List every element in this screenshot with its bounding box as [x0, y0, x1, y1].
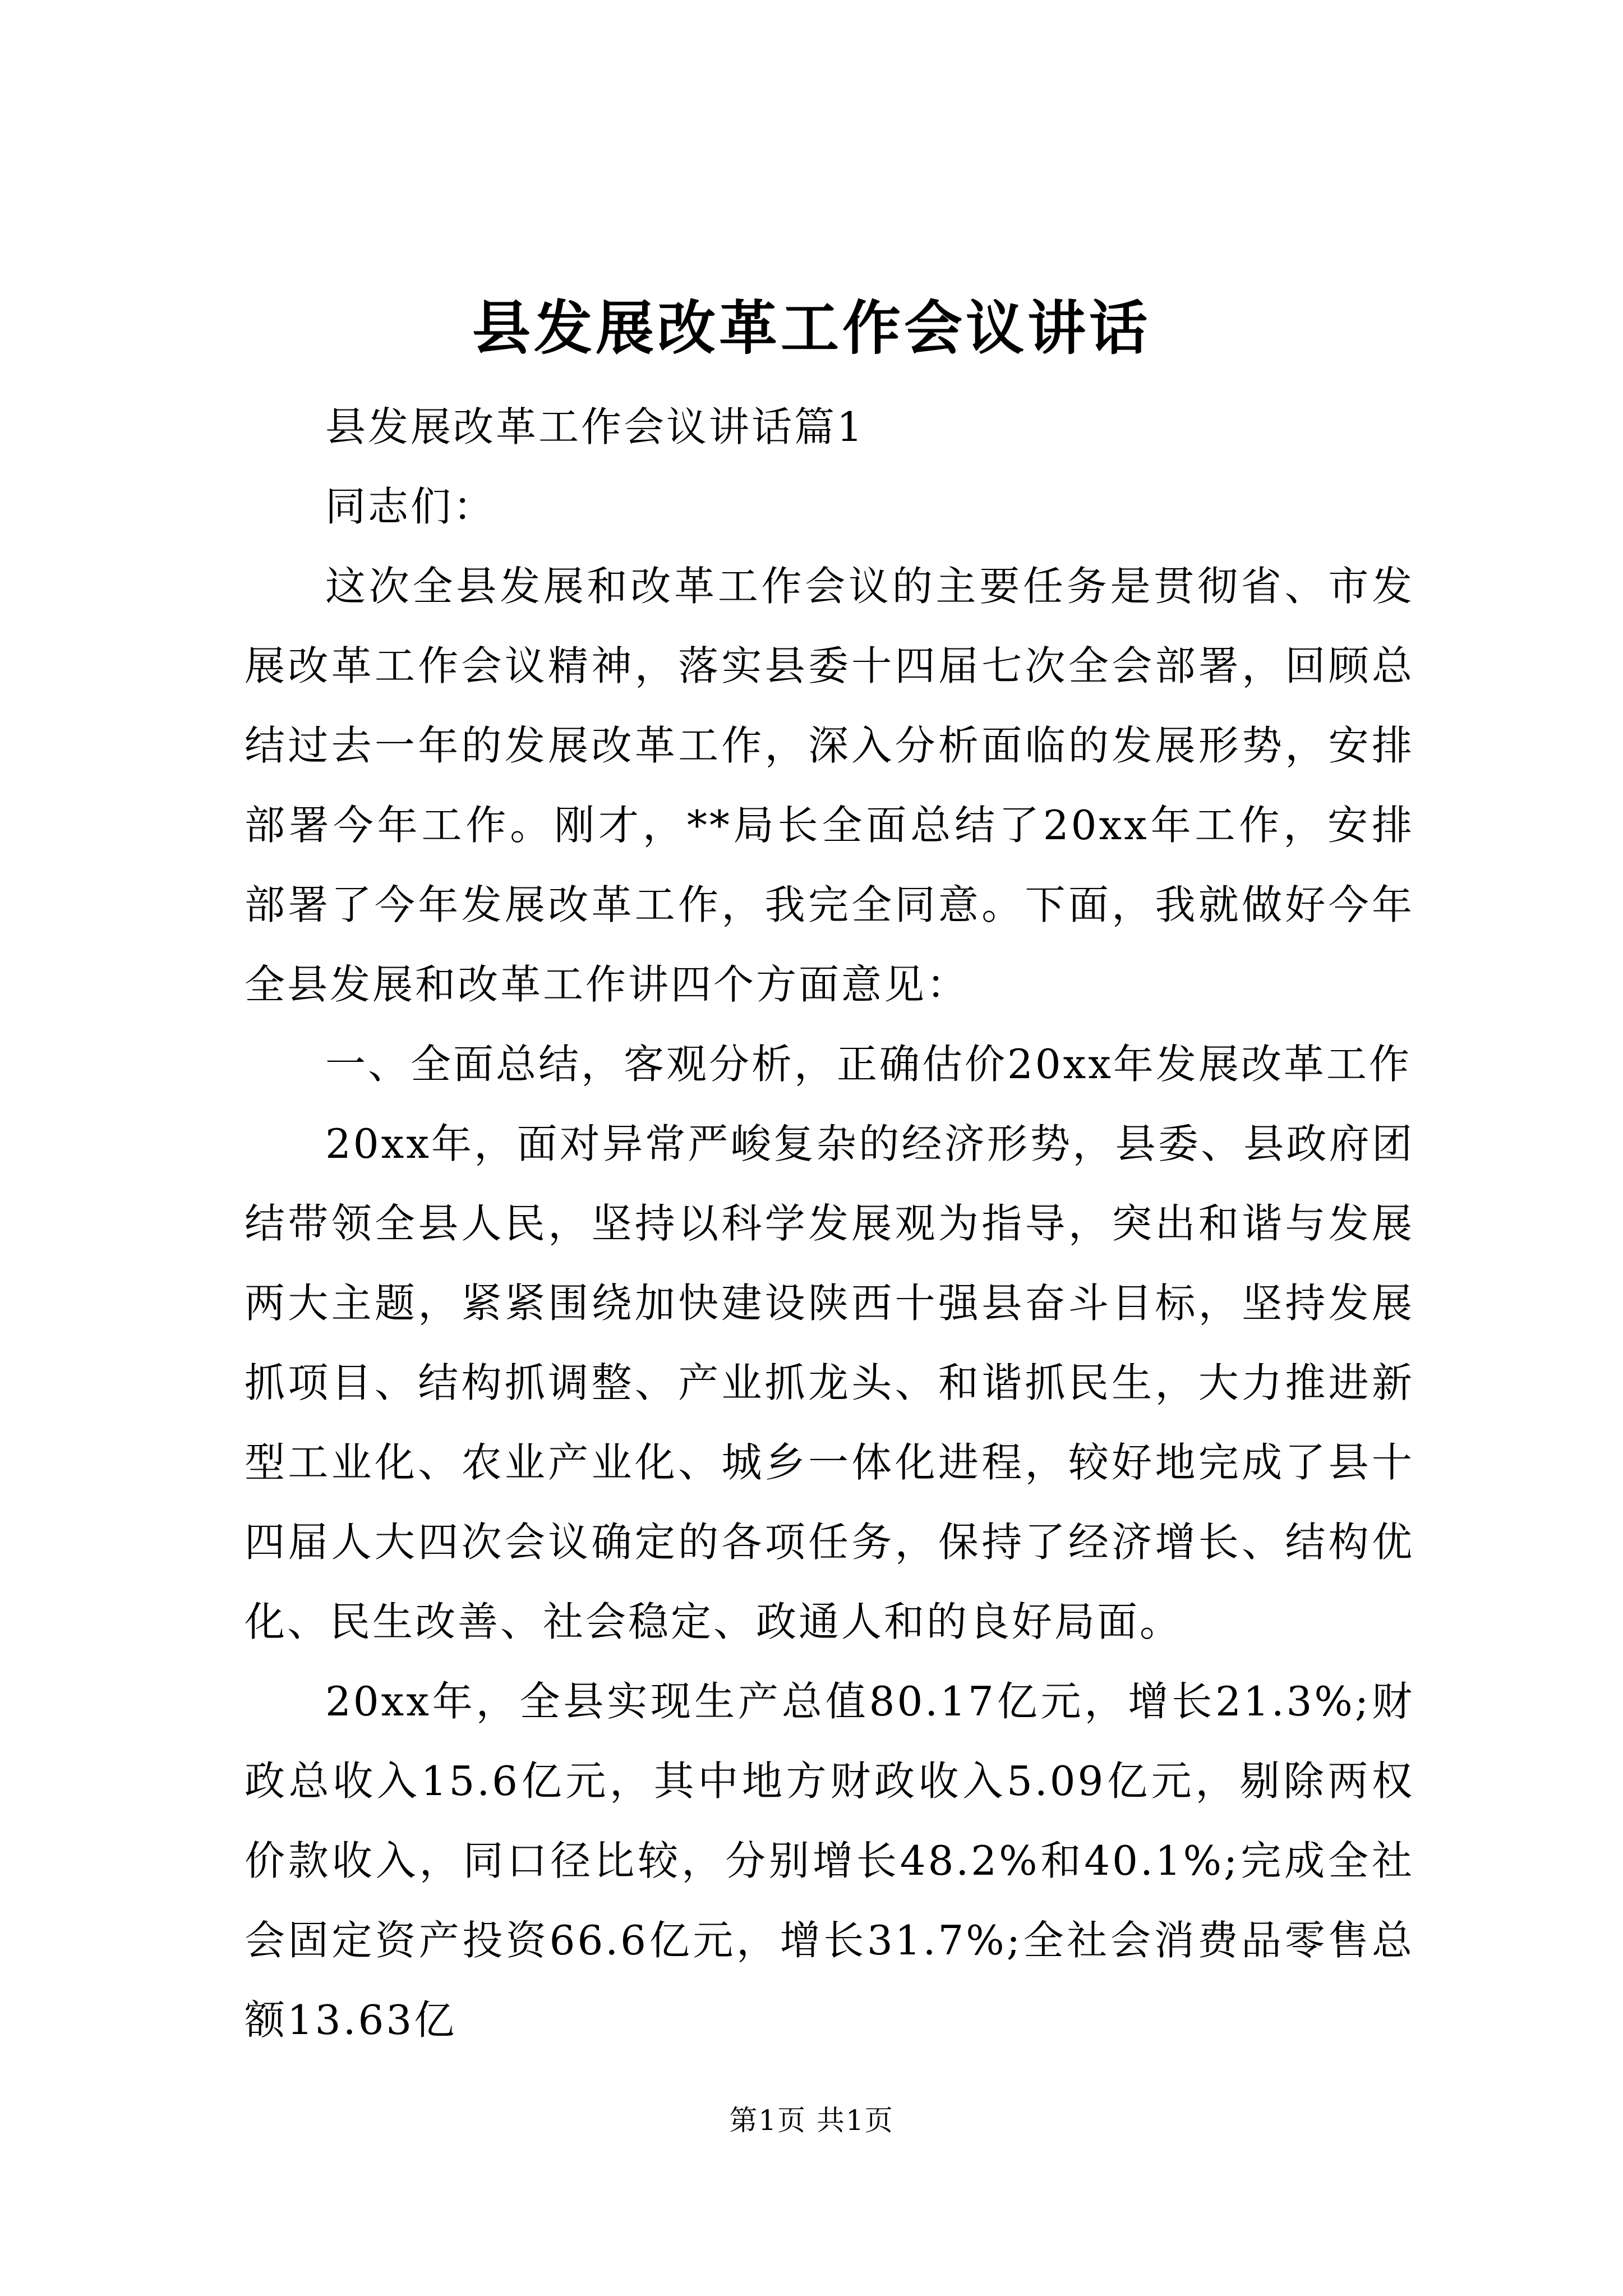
page-footer: 第1页 共1页	[729, 2104, 894, 2137]
document-body	[245, 387, 1414, 2060]
subheading: 一、全面总结，客观分析，正确估价20xx年发展改革工作	[325, 1041, 1412, 1088]
section-heading: 县发展改革工作会议讲话篇1	[325, 403, 865, 450]
paragraph: 20xx年，全县实现生产总值80.17亿元，增长21.3%;财政总收入15.6亿元，其中地方财政收入5.09亿元，剔除两权价款收入，同口径比较，分别增长48.2%和40.1%;完成全社会固定资产投资66.6亿元，增长31.7%;全社会消费品零售总额13.63亿	[245, 1678, 1414, 2044]
salutation: 同志们：	[325, 483, 496, 530]
paragraph: 这次全县发展和改革工作会议的主要任务是贯彻省、市发展改革工作会议精神，落实县委十四届七次全会部署，回顾总结过去一年的发展改革工作，深入分析面临的发展形势，安排部署今年工作。刚才，**局长全面总结了20xx年工作，安排部署了今年发展改革工作，我完全同意。下面，我就做好今年全县发展和改革工作讲四个方面意见：	[245, 563, 1414, 1008]
paragraph: 20xx年，面对异常严峻复杂的经济形势，县委、县政府团结带领全县人民，坚持以科学发展观为指导，突出和谐与发展两大主题，紧紧围绕加快建设陕西十强县奋斗目标，坚持发展抓项目、结构抓调整、产业抓龙头、和谐抓民生，大力推进新型工业化、农业产业化、城乡一体化进程，较好地完成了县十四届人大四次会议确定的各项任务，保持了经济增长、结构优化、民生改善、社会稳定、政通人和的良好局面。	[245, 1120, 1414, 1645]
document-title: 县发展改革工作会议讲话	[472, 293, 1151, 362]
